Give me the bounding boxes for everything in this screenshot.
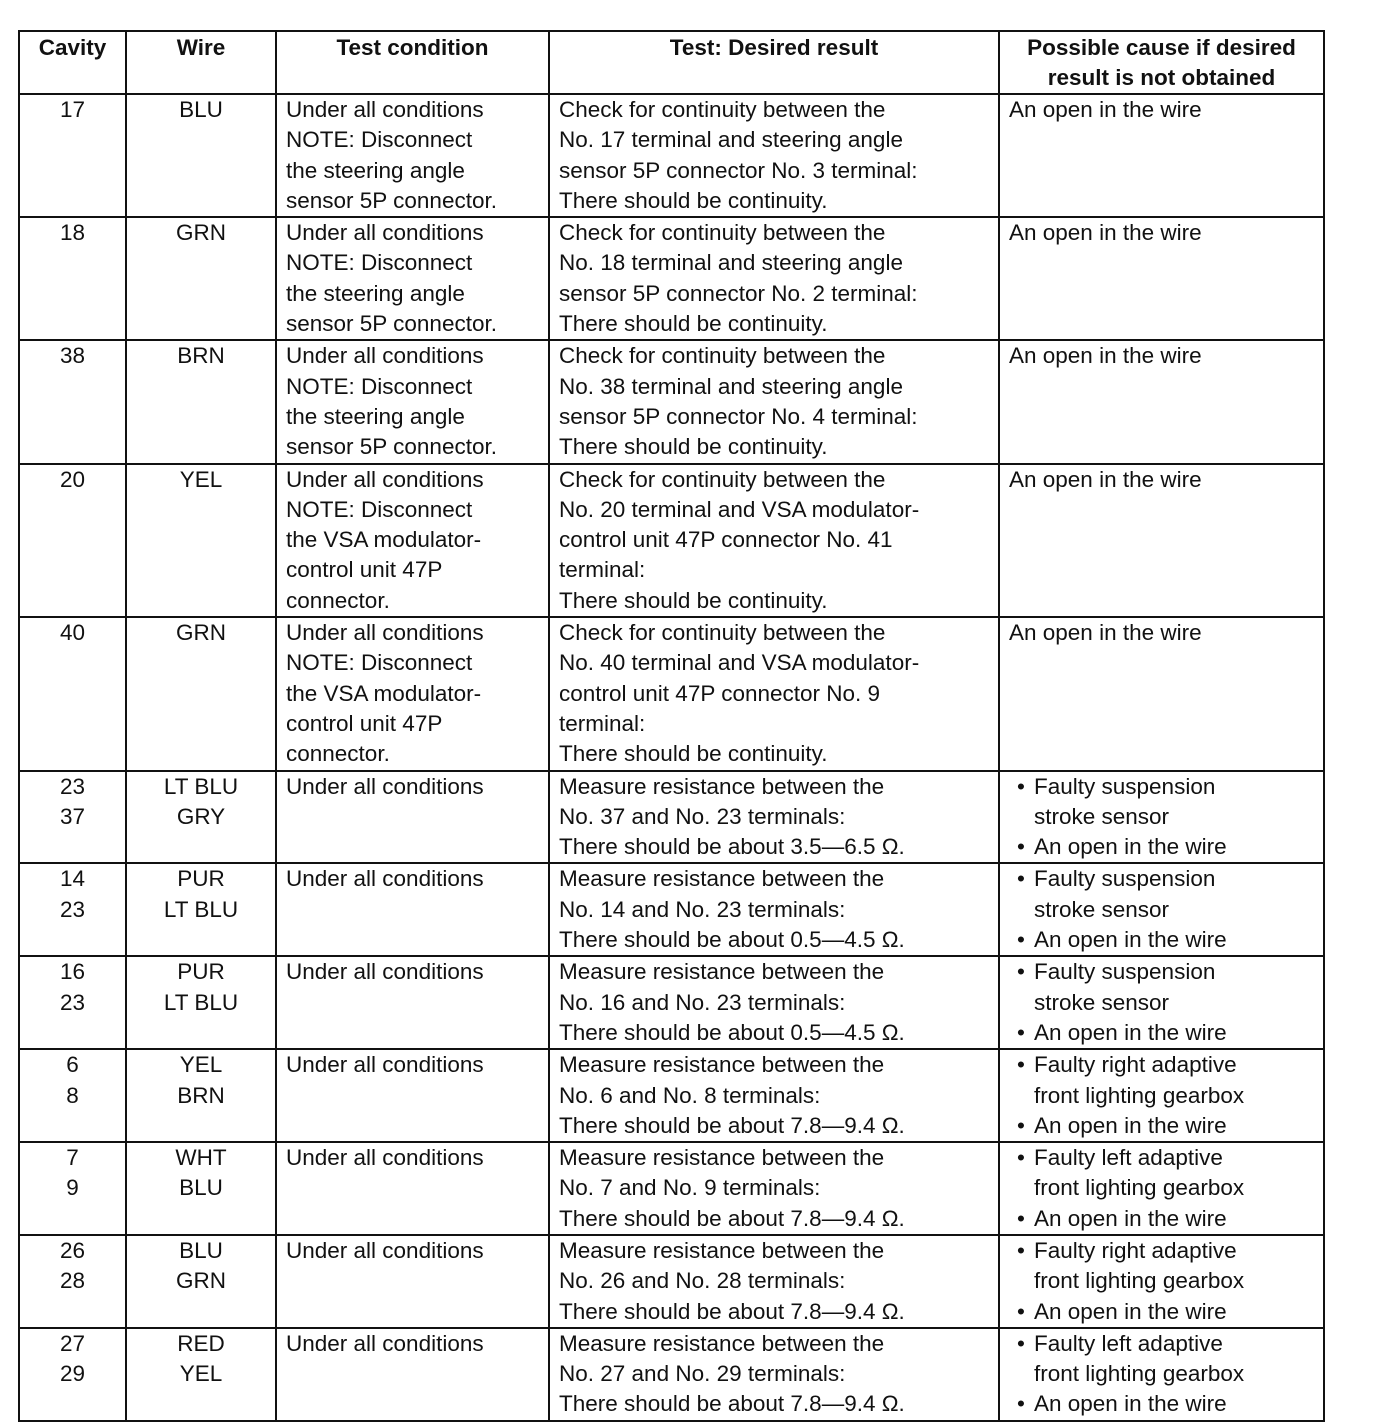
desired-result-cell — [549, 1328, 999, 1421]
bullet-icon: • — [1017, 1019, 1025, 1045]
condition-line: connector. — [286, 741, 390, 767]
cause-bullet-item — [1009, 1050, 1323, 1111]
result-line: No. 37 and No. 23 terminals: — [559, 803, 846, 829]
cavity-number: 9 — [66, 1175, 79, 1201]
bullet-icon: • — [1017, 1237, 1025, 1263]
test-condition-cell — [276, 1235, 549, 1328]
table-row — [19, 771, 1324, 864]
cause-bullet-item — [1009, 832, 1323, 862]
result-line: sensor 5P connector No. 4 terminal: — [559, 403, 918, 429]
possible-cause-cell — [999, 1235, 1324, 1328]
possible-cause-cell — [999, 1328, 1324, 1421]
result-line: Measure resistance between the — [559, 866, 885, 892]
bullet-icon: • — [1017, 1205, 1025, 1231]
header-possible-cause: Possible cause if desired result is not obtained — [999, 31, 1324, 94]
cavity-number: 23 — [59, 896, 86, 922]
cavity-number: 14 — [59, 866, 86, 892]
result-line: There should be about 3.5—6.5 Ω. — [559, 834, 905, 860]
condition-line: Under all conditions — [286, 1237, 484, 1263]
result-line: sensor 5P connector No. 3 terminal: — [559, 157, 918, 183]
wire-color: RED — [177, 1330, 225, 1356]
cause-bullet-item — [1009, 1143, 1323, 1204]
result-line: No. 6 and No. 8 terminals: — [559, 1082, 821, 1108]
wire-cell — [126, 1328, 276, 1421]
cavity-cell — [19, 217, 126, 340]
cause-line: An open in the wire — [1009, 466, 1202, 492]
condition-line: NOTE: Disconnect — [286, 496, 473, 522]
result-line: No. 27 and No. 29 terminals: — [559, 1361, 846, 1387]
bullet-icon: • — [1017, 927, 1025, 953]
bullet-icon: • — [1017, 1112, 1025, 1138]
cavity-number: 26 — [59, 1237, 86, 1263]
wire-color: BRN — [177, 343, 225, 369]
result-line: No. 7 and No. 9 terminals: — [559, 1175, 821, 1201]
condition-line: Under all conditions — [286, 466, 484, 492]
condition-line: Under all conditions — [286, 97, 484, 122]
cause-line: An open in the wire — [1009, 220, 1202, 246]
cavity-cell — [19, 1049, 126, 1142]
cause-line: An open in the wire — [1034, 834, 1227, 860]
condition-line: the steering angle — [286, 280, 465, 306]
result-line: No. 26 and No. 28 terminals: — [559, 1268, 846, 1294]
cavity-number: 8 — [66, 1082, 79, 1108]
cavity-number: 28 — [59, 1268, 86, 1294]
table-row — [19, 1328, 1324, 1421]
cause-line: front lighting gearbox — [1034, 1175, 1245, 1201]
result-line: Measure resistance between the — [559, 959, 885, 985]
cavity-cell — [19, 863, 126, 956]
cavity-cell — [19, 1142, 126, 1235]
test-condition-cell — [276, 617, 549, 770]
wire-cell — [126, 771, 276, 864]
possible-cause-cell — [999, 340, 1324, 463]
cavity-cell — [19, 340, 126, 463]
wire-cell — [126, 1142, 276, 1235]
wire-color: GRN — [176, 1268, 226, 1294]
cause-line: An open in the wire — [1009, 97, 1202, 122]
test-condition-cell — [276, 464, 549, 617]
condition-line: Under all conditions — [286, 220, 484, 246]
condition-line: NOTE: Disconnect — [286, 127, 473, 153]
table-row — [19, 217, 1324, 340]
condition-line: NOTE: Disconnect — [286, 250, 473, 276]
table-row — [19, 956, 1324, 1049]
cause-bullet-item — [1009, 772, 1323, 833]
table-body — [19, 94, 1324, 1421]
cavity-number: 7 — [66, 1145, 79, 1171]
cavity-number: 29 — [59, 1361, 86, 1387]
bullet-icon: • — [1017, 1298, 1025, 1324]
desired-result-cell — [549, 617, 999, 770]
condition-line: Under all conditions — [286, 773, 484, 799]
cavity-cell — [19, 1328, 126, 1421]
cause-bullet-item — [1009, 1329, 1323, 1390]
cause-line: front lighting gearbox — [1034, 1268, 1245, 1294]
condition-line: Under all conditions — [286, 1330, 484, 1356]
possible-cause-cell — [999, 94, 1324, 217]
cause-line: An open in the wire — [1009, 620, 1202, 646]
wire-cell — [126, 617, 276, 770]
result-line: No. 14 and No. 23 terminals: — [559, 896, 846, 922]
result-line: terminal: — [559, 710, 646, 736]
result-line: There should be about 7.8—9.4 Ω. — [559, 1205, 905, 1231]
cavity-number: 27 — [59, 1330, 86, 1356]
table-row — [19, 863, 1324, 956]
condition-line: the VSA modulator- — [286, 680, 482, 706]
result-line: There should be continuity. — [559, 741, 828, 767]
desired-result-cell — [549, 94, 999, 217]
result-line: There should be continuity. — [559, 434, 828, 460]
wire-color: LT BLU — [163, 896, 239, 922]
header-row — [19, 31, 1324, 94]
table-row — [19, 340, 1324, 463]
result-line: control unit 47P connector No. 9 — [559, 680, 881, 706]
wire-color: GRY — [176, 803, 226, 829]
cause-line: Faulty right adaptive — [1034, 1052, 1237, 1078]
condition-line: Under all conditions — [286, 343, 484, 369]
cause-line: Faulty suspension — [1034, 866, 1216, 892]
cause-bullet-item — [1009, 1389, 1323, 1419]
cavity-number: 17 — [59, 97, 86, 122]
cavity-cell — [19, 464, 126, 617]
cavity-number: 16 — [59, 959, 86, 985]
table-row — [19, 464, 1324, 617]
condition-line: connector. — [286, 587, 390, 613]
test-condition-cell — [276, 1328, 549, 1421]
cause-line: An open in the wire — [1034, 1298, 1227, 1324]
cause-bullet-item — [1009, 864, 1323, 925]
cause-bullet-item — [1009, 957, 1323, 1018]
test-condition-cell — [276, 863, 549, 956]
cause-line: front lighting gearbox — [1034, 1082, 1245, 1108]
bullet-icon: • — [1017, 1330, 1025, 1356]
result-line: Check for continuity between the — [559, 620, 886, 646]
condition-line: NOTE: Disconnect — [286, 373, 473, 399]
result-line: There should be continuity. — [559, 311, 828, 337]
wire-color: GRN — [176, 620, 226, 646]
result-line: No. 17 terminal and steering angle — [559, 127, 903, 153]
possible-cause-cell — [999, 1142, 1324, 1235]
result-line: Measure resistance between the — [559, 773, 885, 799]
table-row — [19, 1049, 1324, 1142]
desired-result-cell — [549, 1235, 999, 1328]
condition-line: Under all conditions — [286, 1145, 484, 1171]
condition-line: sensor 5P connector. — [286, 187, 497, 213]
result-line: There should be continuity. — [559, 587, 828, 613]
condition-line: Under all conditions — [286, 620, 484, 646]
desired-result-cell — [549, 771, 999, 864]
result-line: There should be about 7.8—9.4 Ω. — [559, 1112, 905, 1138]
result-line: No. 38 terminal and steering angle — [559, 373, 903, 399]
possible-cause-cell — [999, 1049, 1324, 1142]
header-test-condition: Test condition — [276, 31, 549, 94]
desired-result-cell — [549, 863, 999, 956]
wire-color: YEL — [179, 1361, 223, 1387]
possible-cause-cell — [999, 464, 1324, 617]
possible-cause-cell — [999, 771, 1324, 864]
cause-bullet-item — [1009, 1297, 1323, 1327]
cause-line: An open in the wire — [1034, 1019, 1227, 1045]
bullet-icon: • — [1017, 1052, 1025, 1078]
wire-cell — [126, 464, 276, 617]
wire-cell — [126, 956, 276, 1049]
bullet-icon: • — [1017, 959, 1025, 985]
wire-color: YEL — [179, 1052, 223, 1078]
header-wire: Wire — [126, 31, 276, 94]
result-line: No. 16 and No. 23 terminals: — [559, 989, 846, 1015]
result-line: There should be continuity. — [559, 187, 828, 213]
desired-result-cell — [549, 1049, 999, 1142]
test-condition-cell — [276, 956, 549, 1049]
cause-bullet-item — [1009, 1018, 1323, 1048]
desired-result-cell — [549, 956, 999, 1049]
result-line: No. 18 terminal and steering angle — [559, 250, 903, 276]
cause-line: stroke sensor — [1034, 989, 1170, 1015]
result-line: sensor 5P connector No. 2 terminal: — [559, 280, 918, 306]
result-line: There should be about 7.8—9.4 Ω. — [559, 1298, 905, 1324]
condition-line: Under all conditions — [286, 1052, 484, 1078]
result-line: Check for continuity between the — [559, 343, 886, 369]
possible-cause-cell — [999, 863, 1324, 956]
test-condition-cell — [276, 217, 549, 340]
wire-cell — [126, 94, 276, 217]
cause-line: An open in the wire — [1034, 927, 1227, 953]
wire-color: YEL — [179, 466, 223, 492]
cause-line: Faulty left adaptive — [1034, 1145, 1223, 1171]
cause-line: An open in the wire — [1034, 1391, 1227, 1417]
test-table — [18, 30, 1325, 1422]
bullet-icon: • — [1017, 773, 1025, 799]
cause-line: An open in the wire — [1034, 1205, 1227, 1231]
wire-color: BLU — [179, 97, 223, 122]
table-row — [19, 94, 1324, 217]
header-cavity: Cavity — [19, 31, 126, 94]
test-condition-cell — [276, 771, 549, 864]
table-row — [19, 1235, 1324, 1328]
test-condition-cell — [276, 1142, 549, 1235]
result-line: control unit 47P connector No. 41 — [559, 527, 893, 553]
wire-color: BLU — [179, 1237, 223, 1263]
possible-cause-cell — [999, 217, 1324, 340]
cause-bullet-item — [1009, 1111, 1323, 1141]
table-row — [19, 1142, 1324, 1235]
cavity-number: 6 — [66, 1052, 79, 1078]
test-condition-cell — [276, 94, 549, 217]
cause-line: Faulty suspension — [1034, 773, 1216, 799]
wire-cell — [126, 340, 276, 463]
cause-line: Faulty right adaptive — [1034, 1237, 1237, 1263]
condition-line: sensor 5P connector. — [286, 434, 497, 460]
wire-color: LT BLU — [163, 773, 239, 799]
cavity-number: 38 — [59, 343, 86, 369]
result-line: No. 20 terminal and VSA modulator- — [559, 496, 920, 522]
wire-color: GRN — [176, 220, 226, 246]
bullet-icon: • — [1017, 1145, 1025, 1171]
condition-line: Under all conditions — [286, 866, 484, 892]
wire-color: PUR — [177, 959, 225, 985]
bullet-icon: • — [1017, 1391, 1025, 1417]
result-line: Check for continuity between the — [559, 466, 886, 492]
cause-bullet-item — [1009, 925, 1323, 955]
cavity-cell — [19, 94, 126, 217]
cavity-number: 23 — [59, 773, 86, 799]
cause-line: stroke sensor — [1034, 803, 1170, 829]
desired-result-cell — [549, 1142, 999, 1235]
cavity-cell — [19, 617, 126, 770]
cavity-cell — [19, 771, 126, 864]
result-line: Measure resistance between the — [559, 1237, 885, 1263]
condition-line: control unit 47P — [286, 557, 443, 583]
desired-result-cell — [549, 217, 999, 340]
header-desired-result: Test: Desired result — [549, 31, 999, 94]
result-line: There should be about 0.5—4.5 Ω. — [559, 1019, 905, 1045]
cavity-number: 23 — [59, 989, 86, 1015]
result-line: Check for continuity between the — [559, 220, 886, 246]
cause-line: An open in the wire — [1034, 1112, 1227, 1138]
cause-line: Faulty suspension — [1034, 959, 1216, 985]
result-line: There should be about 7.8—9.4 Ω. — [559, 1391, 905, 1417]
wire-color: BLU — [179, 1175, 223, 1201]
cavity-cell — [19, 1235, 126, 1328]
result-line: Measure resistance between the — [559, 1330, 885, 1356]
result-line: Measure resistance between the — [559, 1052, 885, 1078]
wire-cell — [126, 1049, 276, 1142]
bullet-icon: • — [1017, 866, 1025, 892]
wire-color: WHT — [175, 1145, 227, 1171]
possible-cause-cell — [999, 617, 1324, 770]
cause-line: Faulty left adaptive — [1034, 1330, 1223, 1356]
desired-result-cell — [549, 464, 999, 617]
condition-line: control unit 47P — [286, 710, 443, 736]
bullet-icon: • — [1017, 834, 1025, 860]
cause-line: stroke sensor — [1034, 896, 1170, 922]
condition-line: the steering angle — [286, 403, 465, 429]
condition-line: sensor 5P connector. — [286, 311, 497, 337]
test-condition-cell — [276, 1049, 549, 1142]
result-line: Measure resistance between the — [559, 1145, 885, 1171]
cause-line: An open in the wire — [1009, 343, 1202, 369]
cause-line: front lighting gearbox — [1034, 1361, 1245, 1387]
cavity-number: 20 — [59, 466, 86, 492]
condition-line: Under all conditions — [286, 959, 484, 985]
result-line: terminal: — [559, 557, 646, 583]
result-line: There should be about 0.5—4.5 Ω. — [559, 927, 905, 953]
cause-bullet-item — [1009, 1236, 1323, 1297]
wire-color: PUR — [177, 866, 225, 892]
result-line: Check for continuity between the — [559, 97, 886, 122]
cavity-number: 18 — [59, 220, 86, 246]
cavity-number: 37 — [59, 803, 86, 829]
wire-color: LT BLU — [163, 989, 239, 1015]
result-line: No. 40 terminal and VSA modulator- — [559, 650, 920, 676]
condition-line: the steering angle — [286, 157, 465, 183]
wire-cell — [126, 217, 276, 340]
cause-bullet-item — [1009, 1204, 1323, 1234]
condition-line: the VSA modulator- — [286, 527, 482, 553]
wire-cell — [126, 863, 276, 956]
wire-color: BRN — [177, 1082, 225, 1108]
table-row — [19, 617, 1324, 770]
wire-cell — [126, 1235, 276, 1328]
desired-result-cell — [549, 340, 999, 463]
test-condition-cell — [276, 340, 549, 463]
cavity-cell — [19, 956, 126, 1049]
condition-line: NOTE: Disconnect — [286, 650, 473, 676]
cavity-number: 40 — [59, 620, 86, 646]
possible-cause-cell — [999, 956, 1324, 1049]
